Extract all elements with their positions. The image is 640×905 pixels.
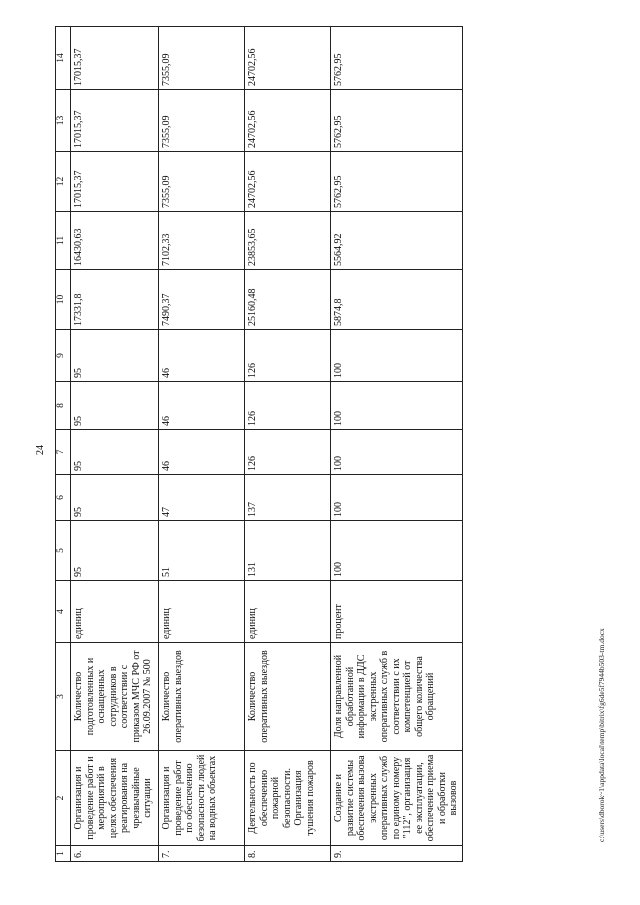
row-number: 7. (159, 846, 245, 862)
activity-cell: Создание и развитие системы обеспечения вызова экстренных оперативных служб по единому номеру "112", организация ее эксплуатации, обеспечение приема и обработки вызовов (331, 751, 463, 846)
value-cell: 95 (71, 430, 159, 475)
unit-cell: единиц (71, 581, 159, 643)
value-cell: 46 (159, 382, 245, 430)
activity-cell: Организация и проведение работ и мероприятий в целях обеспечения реагирования на чрезвычайные ситуации (71, 751, 159, 846)
column-header-2: 2 (56, 751, 71, 846)
column-header-11: 11 (56, 212, 71, 270)
table-body (71, 27, 463, 862)
page-number: 24 (35, 445, 46, 455)
value-cell: 5874,8 (331, 270, 463, 330)
indicator-cell: Количество подготовленных и оснащенных сотрудников в соответствии с приказом МЧС РФ от 26.09.2007 № 500 (71, 643, 159, 751)
table-row (331, 27, 463, 862)
value-cell: 5564,92 (331, 212, 463, 270)
value-cell: 100 (331, 382, 463, 430)
column-header-14: 14 (56, 27, 71, 90)
column-header-5: 5 (56, 521, 71, 581)
value-cell: 16430,63 (71, 212, 159, 270)
column-header-6: 6 (56, 475, 71, 521)
value-cell: 137 (245, 475, 331, 521)
value-cell: 5762,95 (331, 90, 463, 152)
value-cell: 95 (71, 330, 159, 382)
value-cell: 24702,56 (245, 152, 331, 212)
column-header-1: 1 (56, 846, 71, 862)
table-row (159, 27, 245, 862)
column-header-4: 4 (56, 581, 71, 643)
value-cell: 7355,09 (159, 152, 245, 212)
column-header-12: 12 (56, 152, 71, 212)
value-cell: 23853,65 (245, 212, 331, 270)
value-cell: 24702,56 (245, 27, 331, 90)
value-cell: 5762,95 (331, 27, 463, 90)
value-cell: 17015,37 (71, 27, 159, 90)
row-number: 6. (71, 846, 159, 862)
table-row (71, 27, 159, 862)
value-cell: 17331,8 (71, 270, 159, 330)
value-cell: 100 (331, 330, 463, 382)
row-number: 9. (331, 846, 463, 862)
indicator-cell: Количество оперативных выездов (159, 643, 245, 751)
unit-cell: единиц (159, 581, 245, 643)
value-cell: 95 (71, 521, 159, 581)
column-header-9: 9 (56, 330, 71, 382)
unit-cell: процент (331, 581, 463, 643)
value-cell: 5762,95 (331, 152, 463, 212)
value-cell: 24702,56 (245, 90, 331, 152)
value-cell: 126 (245, 382, 331, 430)
activity-cell: Организация и проведение работ по обеспечению безопасности людей на водных объектах (159, 751, 245, 846)
value-cell: 46 (159, 430, 245, 475)
value-cell: 25160,48 (245, 270, 331, 330)
activity-cell: Деятельность по обеспечению пожарной безопасности. Организация тушения пожаров (245, 751, 331, 846)
value-cell: 7355,09 (159, 90, 245, 152)
indicators-table (55, 26, 463, 862)
value-cell: 131 (245, 521, 331, 581)
footer-file-path: c:\users\dborok~1\appdata\local\temp\bitrix\fg6de5f7944b503-tm.docx (597, 628, 606, 842)
column-header-3: 3 (56, 643, 71, 751)
value-cell: 7490,37 (159, 270, 245, 330)
value-cell: 126 (245, 330, 331, 382)
value-cell: 126 (245, 430, 331, 475)
column-header-8: 8 (56, 382, 71, 430)
value-cell: 51 (159, 521, 245, 581)
value-cell: 95 (71, 382, 159, 430)
table-row (245, 27, 331, 862)
value-cell: 7355,09 (159, 27, 245, 90)
unit-cell: единиц (245, 581, 331, 643)
value-cell: 95 (71, 475, 159, 521)
column-header-7: 7 (56, 430, 71, 475)
column-header-13: 13 (56, 90, 71, 152)
indicator-cell: Количество оперативных выездов (245, 643, 331, 751)
value-cell: 100 (331, 521, 463, 581)
value-cell: 17015,37 (71, 152, 159, 212)
value-cell: 17015,37 (71, 90, 159, 152)
value-cell: 46 (159, 330, 245, 382)
value-cell: 7102,33 (159, 212, 245, 270)
value-cell: 47 (159, 475, 245, 521)
rotated-table-container (55, 27, 463, 862)
value-cell: 100 (331, 430, 463, 475)
indicator-cell: Доля направленной обработанной информации в ДДС экстренных оперативных служб в соответствии с их компетенцией от общего количества обращений (331, 643, 463, 751)
column-header-10: 10 (56, 270, 71, 330)
value-cell: 100 (331, 475, 463, 521)
header-row (56, 27, 71, 862)
row-number: 8. (245, 846, 331, 862)
